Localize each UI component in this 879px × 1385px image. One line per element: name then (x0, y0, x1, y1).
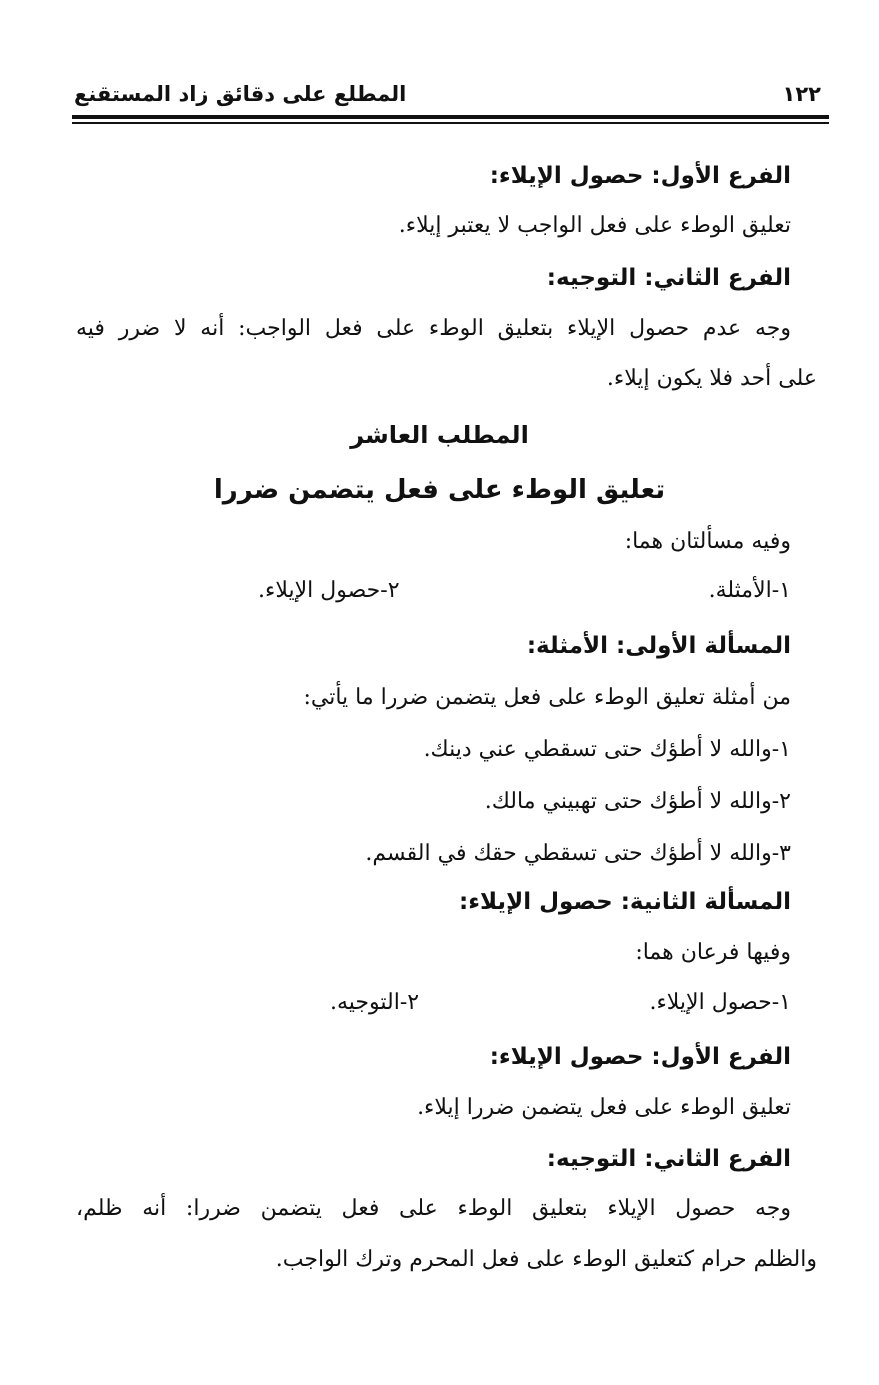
list-item: ١-والله لا أطؤك حتى تسقطي عني دينك. (423, 737, 791, 762)
paragraph-line: والظلم حرام كتعليق الوطء على فعل المحرم وترك الواجب. (275, 1247, 817, 1272)
header-rule-thick (72, 115, 829, 119)
section-title: المطلب العاشر (350, 421, 529, 449)
book-title: المطلع على دقائق زاد المستقنع (74, 82, 407, 106)
running-header (74, 82, 827, 114)
subheading: المسألة الأولى: الأمثلة: (526, 633, 791, 659)
subheading: الفرع الأول: حصول الإيلاء: (489, 163, 791, 189)
paragraph-line: من أمثلة تعليق الوطء على فعل يتضمن ضررا ما يأتي: (303, 685, 791, 710)
page-number: ١٢٢ (782, 82, 821, 106)
paragraph-line: تعليق الوطء على فعل يتضمن ضررا إيلاء. (417, 1095, 791, 1120)
subheading: الفرع الأول: حصول الإيلاء: (489, 1044, 791, 1070)
list-item: ٢-التوجيه. (330, 990, 420, 1015)
paragraph-line: وجه عدم حصول الإيلاء بتعليق الوطء على فعل الواجب: أنه لا ضرر فيه (76, 316, 791, 341)
subheading: الفرع الثاني: التوجيه: (546, 1146, 791, 1172)
list-item: ١-الأمثلة. (708, 578, 791, 603)
list-item: ٢-والله لا أطؤك حتى تهبيني مالك. (484, 789, 791, 814)
paragraph-line: وجه حصول الإيلاء بتعليق الوطء على فعل يتضمن ضررا: أنه ظلم، (76, 1196, 791, 1221)
header-rule-thin (72, 122, 829, 124)
paragraph-line: على أحد فلا يكون إيلاء. (606, 366, 817, 391)
subheading: المسألة الثانية: حصول الإيلاء: (459, 889, 791, 915)
paragraph-line: وفيها فرعان هما: (635, 940, 791, 965)
section-subtitle: تعليق الوطء على فعل يتضمن ضررا (213, 475, 666, 505)
subheading: الفرع الثاني: التوجيه: (546, 265, 791, 291)
list-item: ٢-حصول الإيلاء. (258, 578, 400, 603)
paragraph-line: وفيه مسألتان هما: (624, 529, 791, 554)
list-item: ٣-والله لا أطؤك حتى تسقطي حقك في القسم. (365, 841, 791, 866)
list-item: ١-حصول الإيلاء. (649, 990, 791, 1015)
paragraph-line: تعليق الوطء على فعل الواجب لا يعتبر إيلاء. (398, 213, 791, 238)
